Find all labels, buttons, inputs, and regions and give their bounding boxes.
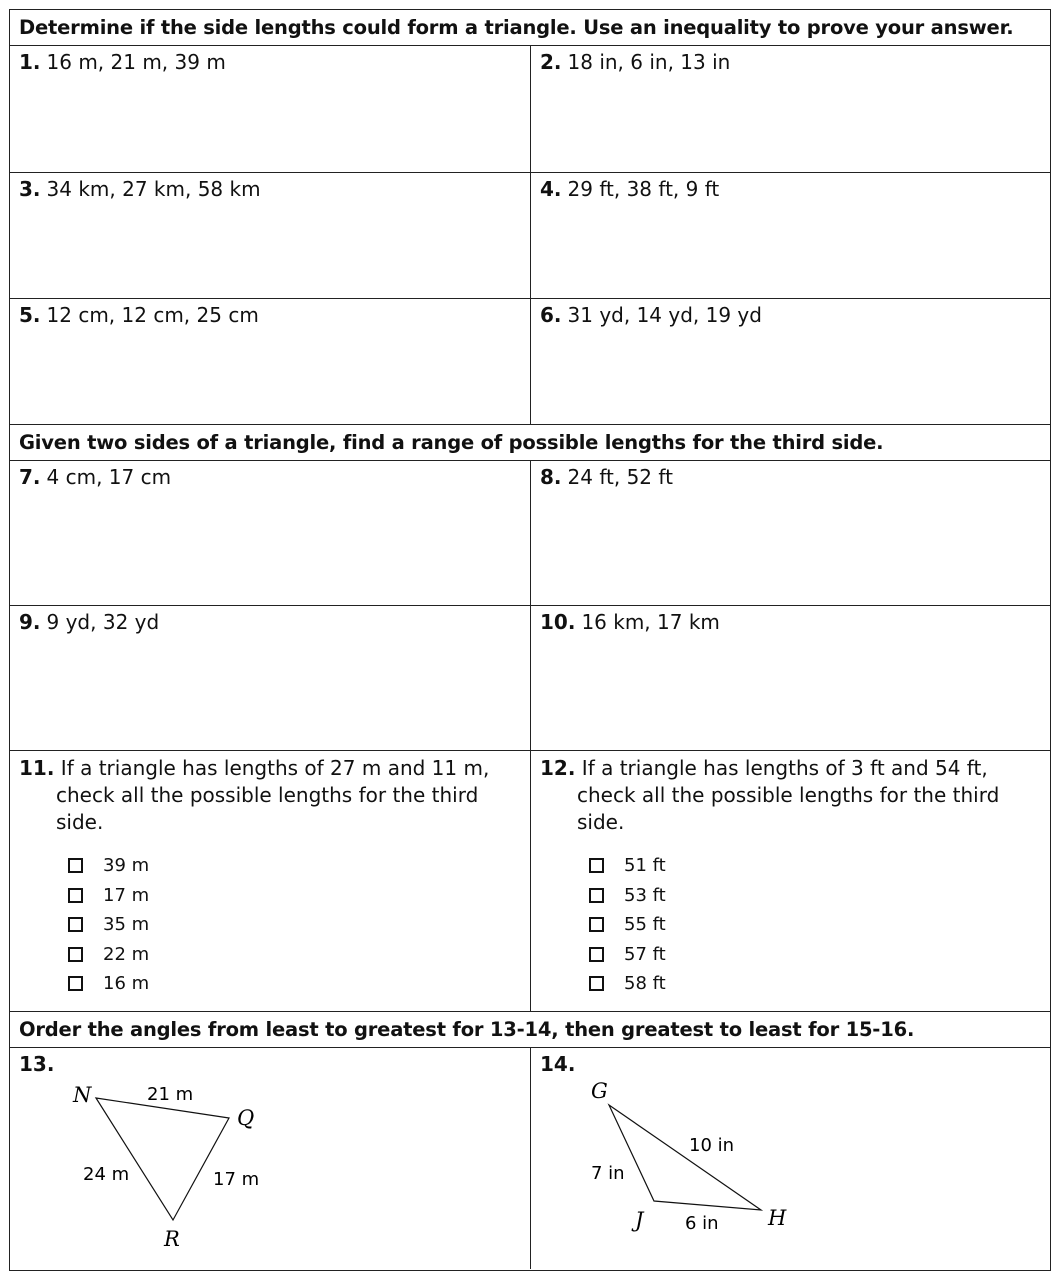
- problem-row-2: [10, 172, 1050, 298]
- problem-12-line-2: check all the possible lengths for the third: [577, 783, 1000, 807]
- problem-number: 2.: [540, 50, 562, 74]
- side-gh-label: 10 in: [689, 1135, 735, 1156]
- section-2-header: [10, 424, 1050, 460]
- checkbox-icon[interactable]: [68, 888, 83, 903]
- checkbox-option[interactable]: [589, 940, 666, 970]
- vertex-q-label: Q: [237, 1106, 255, 1130]
- side-nr-label: 24 m: [83, 1164, 130, 1185]
- problem-1-cell: [10, 46, 530, 172]
- problem-5-cell: [10, 299, 530, 424]
- problem-2-text: 18 in, 6 in, 13 in: [567, 50, 731, 74]
- option-label: 39 m: [103, 855, 150, 877]
- problem-10-cell: [530, 606, 1050, 750]
- problem-1-text: 16 m, 21 m, 39 m: [46, 50, 226, 74]
- checkbox-icon[interactable]: [589, 858, 604, 873]
- problem-number: 9.: [19, 610, 41, 634]
- problem-3-cell: [10, 173, 530, 298]
- option-label: 57 ft: [624, 943, 666, 965]
- problem-10-text: 16 km, 17 km: [581, 610, 720, 634]
- checkbox-icon[interactable]: [589, 976, 604, 991]
- problem-number: 8.: [540, 465, 562, 489]
- problem-number: 4.: [540, 177, 562, 201]
- problem-7-text: 4 cm, 17 cm: [46, 465, 172, 489]
- problem-number: 10.: [540, 610, 576, 634]
- side-nq-label: 21 m: [147, 1084, 194, 1105]
- problem-row-3: [10, 298, 1050, 424]
- option-label: 53 ft: [624, 884, 666, 906]
- problem-row-1: [10, 45, 1050, 172]
- section-3-instructions: Order the angles from least to greatest for 13-14, then greatest to least for 15-16.: [19, 1018, 915, 1041]
- problem-12-text: [540, 755, 1036, 836]
- checkbox-icon[interactable]: [68, 947, 83, 962]
- triangle-nqr: [96, 1098, 229, 1220]
- problem-number: 1.: [19, 50, 41, 74]
- problem-2-cell: [530, 46, 1050, 172]
- problem-number: 5.: [19, 303, 41, 327]
- checkbox-icon[interactable]: [589, 917, 604, 932]
- problem-11-cell: [10, 751, 530, 1011]
- problem-11-text: [19, 755, 516, 836]
- checkbox-option[interactable]: [68, 881, 149, 911]
- problem-4-text: 29 ft, 38 ft, 9 ft: [567, 177, 720, 201]
- problem-14-cell: [530, 1048, 1050, 1269]
- worksheet: [9, 9, 1051, 1271]
- section-3-header: [10, 1011, 1050, 1047]
- problem-number: 11.: [19, 756, 55, 780]
- problem-12-line-3: side.: [577, 810, 625, 834]
- problem-9-cell: [10, 606, 530, 750]
- checkbox-option[interactable]: [68, 910, 149, 940]
- problem-9-text: 9 yd, 32 yd: [46, 610, 160, 634]
- problem-12-line-1: If a triangle has lengths of 3 ft and 54 ft,: [581, 756, 988, 780]
- triangle-gjh-diagram: [531, 1048, 831, 1268]
- problem-3-text: 34 km, 27 km, 58 km: [46, 177, 261, 201]
- checkbox-option[interactable]: [589, 969, 666, 999]
- problem-number: 13.: [19, 1052, 55, 1076]
- option-label: 58 ft: [624, 973, 666, 995]
- vertex-n-label: N: [73, 1083, 92, 1107]
- section-1-header: [10, 10, 1050, 45]
- option-label: 17 m: [103, 884, 150, 906]
- side-qr-label: 17 m: [213, 1169, 260, 1190]
- checkbox-option[interactable]: [589, 881, 666, 911]
- option-label: 51 ft: [624, 855, 666, 877]
- checkbox-option[interactable]: [68, 940, 149, 970]
- problem-7-cell: [10, 461, 530, 605]
- problem-12-cell: [530, 751, 1050, 1011]
- problem-12-options: [589, 851, 666, 999]
- problem-11-line-1: If a triangle has lengths of 27 m and 11 m,: [60, 756, 490, 780]
- triangle-nqr-diagram: [10, 1048, 310, 1268]
- problem-11-line-3: side.: [56, 810, 104, 834]
- checkbox-icon[interactable]: [589, 947, 604, 962]
- problem-row-6: [10, 750, 1050, 1011]
- checkbox-icon[interactable]: [589, 888, 604, 903]
- problem-5-text: 12 cm, 12 cm, 25 cm: [46, 303, 259, 327]
- option-label: 55 ft: [624, 914, 666, 936]
- side-jh-label: 6 in: [685, 1213, 719, 1234]
- checkbox-option[interactable]: [68, 969, 149, 999]
- problem-number: 7.: [19, 465, 41, 489]
- checkbox-icon[interactable]: [68, 917, 83, 932]
- vertex-j-label: J: [635, 1208, 644, 1232]
- checkbox-option[interactable]: [589, 910, 666, 940]
- option-label: 35 m: [103, 914, 150, 936]
- problem-11-options: [68, 851, 149, 999]
- option-label: 22 m: [103, 943, 150, 965]
- checkbox-option[interactable]: [589, 851, 666, 881]
- option-label: 16 m: [103, 973, 150, 995]
- vertex-h-label: H: [768, 1206, 787, 1230]
- problem-number: 14.: [540, 1052, 576, 1076]
- problem-8-cell: [530, 461, 1050, 605]
- problem-11-line-2: check all the possible lengths for the third: [56, 783, 479, 807]
- problem-number: 3.: [19, 177, 41, 201]
- problem-8-text: 24 ft, 52 ft: [567, 465, 673, 489]
- problem-4-cell: [530, 173, 1050, 298]
- vertex-g-label: G: [591, 1079, 608, 1103]
- checkbox-option[interactable]: [68, 851, 149, 881]
- section-1-instructions: Determine if the side lengths could form a triangle. Use an inequality to prove your answer.: [19, 16, 1014, 39]
- problem-13-cell: [10, 1048, 530, 1269]
- vertex-r-label: R: [164, 1227, 180, 1251]
- section-2-instructions: Given two sides of a triangle, find a range of possible lengths for the third side.: [19, 431, 884, 454]
- checkbox-icon[interactable]: [68, 976, 83, 991]
- problem-6-cell: [530, 299, 1050, 424]
- problem-row-7: [10, 1047, 1050, 1269]
- side-gj-label: 7 in: [591, 1163, 625, 1184]
- problem-number: 6.: [540, 303, 562, 327]
- problem-row-5: [10, 605, 1050, 750]
- triangle-gjh: [609, 1105, 761, 1210]
- problem-row-4: [10, 460, 1050, 605]
- problem-6-text: 31 yd, 14 yd, 19 yd: [567, 303, 762, 327]
- checkbox-icon[interactable]: [68, 858, 83, 873]
- problem-number: 12.: [540, 756, 576, 780]
